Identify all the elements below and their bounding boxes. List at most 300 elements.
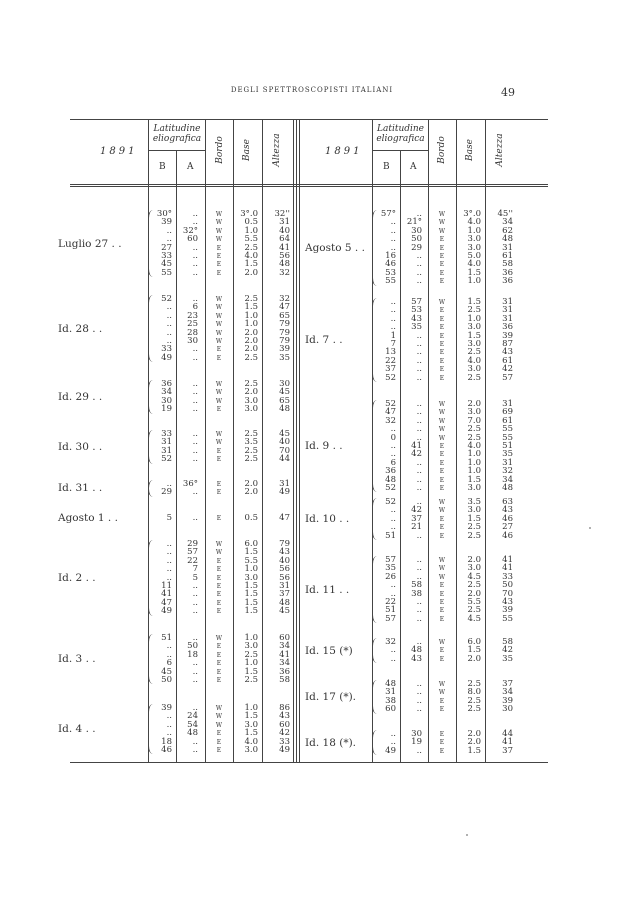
altezza-cell: 31 bbox=[279, 581, 290, 591]
bordo-cell: W bbox=[215, 549, 223, 557]
bordo-cell: E bbox=[439, 599, 445, 606]
altezza-cell: 55 bbox=[502, 432, 513, 443]
altezza-cell: 57 bbox=[502, 372, 513, 383]
bordo-cell: E bbox=[216, 574, 222, 582]
altezza-cell: 40 bbox=[279, 225, 290, 236]
year-header: 1891 bbox=[325, 146, 363, 157]
bordo-cell: W bbox=[438, 219, 446, 227]
altezza-cell: 62 bbox=[502, 225, 513, 236]
bordo-cell: E bbox=[439, 315, 445, 323]
latitude-a-cell: .. bbox=[416, 695, 422, 706]
bordo-cell: W bbox=[438, 299, 446, 306]
latitude-b-cell: .. bbox=[166, 479, 172, 489]
latitude-a-cell: .. bbox=[416, 251, 422, 261]
altezza-cell: 47 bbox=[279, 302, 290, 313]
altezza-cell: 51 bbox=[502, 441, 513, 451]
latitude-b-cell: .. bbox=[390, 297, 396, 307]
bordo-cell: E bbox=[216, 747, 222, 754]
altezza-cell: 39 bbox=[279, 344, 290, 355]
latitude-a-cell: .. bbox=[192, 589, 198, 600]
altezza-cell: 31 bbox=[279, 479, 290, 489]
base-cell: 1.5 bbox=[467, 745, 481, 756]
bordo-cell: E bbox=[439, 731, 445, 738]
base-cell: 2.5 bbox=[467, 679, 481, 689]
base-cell: 0.5 bbox=[244, 217, 258, 228]
latitude-b-cell: 47 bbox=[385, 407, 396, 418]
base-cell: 1.5 bbox=[244, 728, 258, 739]
latitude-a-cell: .. bbox=[192, 259, 198, 270]
altezza-header: Altezza bbox=[495, 133, 505, 167]
base-cell: 7.0 bbox=[467, 415, 481, 426]
bordo-cell: E bbox=[216, 489, 222, 497]
bordo-cell: E bbox=[439, 697, 445, 705]
base-cell: 5.5 bbox=[244, 234, 258, 245]
bordo-cell: E bbox=[216, 261, 222, 269]
latitude-a-cell: .. bbox=[416, 276, 422, 287]
latitude-b-cell: 41 bbox=[161, 589, 172, 600]
latitude-a-cell: 29 bbox=[187, 539, 198, 549]
latitude-b-cell: .. bbox=[390, 729, 396, 739]
latitude-b-cell: .. bbox=[390, 653, 396, 664]
altezza-cell: 30 bbox=[502, 704, 513, 715]
bordo-cell: W bbox=[438, 689, 446, 697]
latitude-a-cell: 60 bbox=[187, 234, 198, 245]
latitude-b-cell: 11 bbox=[161, 581, 172, 591]
base-cell: 2.5 bbox=[467, 424, 481, 435]
altezza-cell: 43 bbox=[502, 505, 513, 516]
altezza-cell: 48 bbox=[279, 259, 290, 270]
base-cell: 1.5 bbox=[467, 645, 481, 656]
latitude-b-cell: .. bbox=[390, 242, 396, 253]
bordo-cell: W bbox=[215, 397, 223, 405]
altezza-cell: 47 bbox=[279, 513, 290, 523]
latitude-a-cell: .. bbox=[416, 745, 422, 756]
base-cell: 1.5 bbox=[244, 302, 258, 313]
latitude-a-cell: .. bbox=[416, 605, 422, 616]
bordo-cell: E bbox=[216, 456, 222, 464]
latitude-a-cell: .. bbox=[416, 704, 422, 715]
altezza-cell: 79 bbox=[279, 336, 290, 346]
bordo-cell: E bbox=[216, 515, 222, 522]
latitude-a-cell: 37 bbox=[411, 513, 422, 524]
base-cell: 2.5 bbox=[467, 530, 481, 541]
latitude-b-cell: 33 bbox=[161, 344, 172, 355]
base-cell: 4.0 bbox=[467, 217, 481, 228]
latitude-b-cell: .. bbox=[166, 336, 172, 346]
latitude-a-cell: .. bbox=[416, 407, 422, 418]
altezza-cell: 40 bbox=[279, 555, 290, 566]
latitude-a-cell: 5 bbox=[192, 572, 198, 583]
base-cell: 2.5 bbox=[467, 695, 481, 706]
latitude-a-cell: 29 bbox=[411, 242, 422, 253]
latitude-b-cell: .. bbox=[166, 234, 172, 245]
latitude-a-cell: .. bbox=[192, 454, 198, 465]
latitude-a-cell: .. bbox=[192, 513, 198, 523]
base-cell: 1.0 bbox=[467, 225, 481, 236]
latitude-a-cell: .. bbox=[416, 613, 422, 624]
latitude-a-cell: 6 bbox=[192, 302, 198, 313]
bordo-cell: W bbox=[215, 381, 223, 388]
latitude-a-cell: 28 bbox=[187, 327, 198, 338]
latitude-a-cell: .. bbox=[192, 267, 198, 278]
base-cell: 2.0 bbox=[244, 387, 258, 398]
base-cell: 2.5 bbox=[467, 305, 481, 316]
base-cell: 2.0 bbox=[467, 588, 481, 599]
latitude-a-cell: .. bbox=[416, 399, 422, 409]
base-cell: 4.0 bbox=[244, 251, 258, 261]
altezza-cell: 86 bbox=[279, 703, 290, 713]
bordo-cell: E bbox=[439, 655, 445, 663]
latitude-a-cell: .. bbox=[416, 355, 422, 366]
altezza-cell: 46 bbox=[502, 530, 513, 541]
bordo-cell: E bbox=[439, 615, 445, 623]
base-cell: 4.0 bbox=[244, 736, 258, 747]
latitude-b-cell: 33 bbox=[161, 251, 172, 261]
latitude-b-cell: 37 bbox=[385, 364, 396, 375]
altezza-cell: 60 bbox=[279, 633, 290, 643]
latitude-a-cell: .. bbox=[416, 474, 422, 485]
bordo-cell: E bbox=[439, 357, 445, 365]
base-cell: 2.5 bbox=[467, 704, 481, 715]
base-cell: 3.0 bbox=[244, 641, 258, 652]
column-a-header: A bbox=[410, 162, 417, 172]
altezza-cell: 61 bbox=[502, 251, 513, 261]
latitude-b-cell: .. bbox=[390, 580, 396, 591]
latitude-a-cell: .. bbox=[192, 597, 198, 608]
bordo-cell: E bbox=[439, 590, 445, 598]
base-cell: 1.5 bbox=[467, 330, 481, 341]
bordo-cell: E bbox=[216, 651, 222, 659]
altezza-cell: 49 bbox=[279, 745, 290, 755]
date-label: Luglio 27 . . bbox=[58, 237, 122, 250]
latitude-b-cell: 57 bbox=[385, 613, 396, 624]
latitude-a-cell: .. bbox=[192, 606, 198, 617]
latitude-header: Latitudine eliografica bbox=[152, 124, 202, 144]
latitude-b-cell: 1 bbox=[390, 330, 396, 341]
latitude-a-cell: 32° bbox=[182, 225, 198, 236]
altezza-cell: 42 bbox=[502, 645, 513, 656]
altezza-cell: 50 bbox=[502, 580, 513, 591]
latitude-a-cell: .. bbox=[192, 251, 198, 261]
altezza-cell: 31 bbox=[502, 297, 513, 307]
altezza-cell: 58 bbox=[502, 259, 513, 270]
bordo-cell: W bbox=[438, 499, 446, 506]
latitude-a-cell: 50 bbox=[187, 641, 198, 652]
base-cell: 1.5 bbox=[244, 711, 258, 722]
latitude-a-cell: 21 bbox=[411, 522, 422, 533]
altezza-cell: 45 bbox=[279, 387, 290, 398]
altezza-cell: 49 bbox=[279, 487, 290, 498]
altezza-cell: 35 bbox=[279, 352, 290, 363]
bordo-cell: E bbox=[439, 244, 445, 252]
date-label: Id. 2 . . bbox=[58, 571, 96, 584]
altezza-cell: 37 bbox=[279, 589, 290, 600]
latitude-a-cell: .. bbox=[416, 364, 422, 375]
latitude-a-cell: 22 bbox=[187, 555, 198, 566]
base-cell: 2.5 bbox=[244, 454, 258, 465]
latitude-b-cell: .. bbox=[390, 645, 396, 656]
altezza-cell: 33 bbox=[502, 571, 513, 582]
bordo-cell: E bbox=[439, 374, 445, 382]
base-cell: 1.0 bbox=[244, 564, 258, 575]
altezza-cell: 46 bbox=[502, 513, 513, 524]
bordo-cell: W bbox=[215, 541, 223, 548]
altezza-cell: 70 bbox=[502, 588, 513, 599]
latitude-b-cell: .. bbox=[166, 719, 172, 730]
latitude-a-cell: 7 bbox=[192, 564, 198, 575]
latitude-b-cell: 49 bbox=[161, 606, 172, 617]
bordo-cell: E bbox=[216, 608, 222, 616]
base-cell: 1.0 bbox=[467, 449, 481, 460]
latitude-b-cell: 19 bbox=[161, 404, 172, 415]
latitude-a-cell: 42 bbox=[411, 505, 422, 516]
base-cell: 1.5 bbox=[244, 547, 258, 558]
latitude-b-cell: .. bbox=[166, 225, 172, 236]
base-cell: 3.0 bbox=[467, 483, 481, 493]
date-label: Id. 11 . . bbox=[305, 583, 350, 596]
latitude-b-cell: 33 bbox=[161, 429, 172, 439]
bordo-cell: E bbox=[439, 366, 445, 374]
base-cell: 3.0 bbox=[467, 322, 481, 333]
altezza-cell: 87 bbox=[502, 339, 513, 349]
bordo-cell: E bbox=[439, 253, 445, 260]
latitude-a-cell: .. bbox=[416, 347, 422, 358]
date-label: Agosto 5 . . bbox=[305, 241, 365, 254]
latitude-a-cell: 19 bbox=[411, 737, 422, 748]
altezza-cell: 30 bbox=[279, 379, 290, 389]
bordo-cell: E bbox=[216, 354, 222, 362]
bordo-cell: E bbox=[216, 244, 222, 252]
bordo-cell: W bbox=[438, 573, 446, 581]
bordo-cell: E bbox=[439, 485, 445, 492]
base-cell: 2.0 bbox=[467, 555, 481, 565]
altezza-cell: 39 bbox=[502, 330, 513, 341]
latitude-a-cell: 48 bbox=[187, 728, 198, 739]
latitude-b-cell: .. bbox=[390, 505, 396, 516]
base-cell: 2.0 bbox=[244, 336, 258, 346]
base-header: Base bbox=[465, 139, 475, 161]
latitude-a-cell: 23 bbox=[187, 310, 198, 321]
base-cell: 1.0 bbox=[244, 633, 258, 643]
altezza-cell: 39 bbox=[502, 605, 513, 616]
date-label: Id. 3 . . bbox=[58, 653, 96, 666]
altezza-cell: 35 bbox=[502, 449, 513, 460]
altezza-cell: 56 bbox=[279, 251, 290, 261]
bordo-cell: E bbox=[439, 706, 445, 714]
latitude-a-cell: 43 bbox=[411, 313, 422, 324]
base-cell: 1.5 bbox=[244, 259, 258, 270]
latitude-b-cell: 55 bbox=[161, 267, 172, 278]
print-speck bbox=[589, 527, 591, 529]
base-cell: 2.5 bbox=[467, 522, 481, 533]
date-label: Id. 10 . . bbox=[305, 513, 350, 525]
latitude-b-cell: .. bbox=[166, 572, 172, 583]
altezza-cell: 69 bbox=[502, 407, 513, 418]
latitude-a-cell: 21° bbox=[406, 217, 422, 228]
base-cell: 2.5 bbox=[244, 445, 258, 456]
latitude-b-cell: .. bbox=[166, 539, 172, 549]
latitude-a-cell: 48 bbox=[411, 645, 422, 656]
latitude-a-cell: 43 bbox=[411, 653, 422, 664]
base-cell: 3.0 bbox=[467, 339, 481, 349]
latitude-b-cell: 50 bbox=[161, 675, 172, 685]
bordo-cell: E bbox=[216, 738, 222, 746]
altezza-cell: 31 bbox=[502, 313, 513, 324]
bordo-cell: E bbox=[439, 269, 445, 277]
latitude-b-cell: 31 bbox=[161, 437, 172, 448]
bordo-cell: E bbox=[439, 324, 445, 332]
latitude-b-cell: 30 bbox=[161, 395, 172, 406]
latitude-b-cell: .. bbox=[390, 513, 396, 524]
latitude-b-cell: 45 bbox=[161, 666, 172, 677]
altezza-cell: 45'' bbox=[497, 209, 513, 219]
latitude-a-cell: 30 bbox=[411, 729, 422, 739]
bordo-cell: E bbox=[216, 406, 222, 414]
latitude-a-cell: .. bbox=[192, 429, 198, 439]
bordo-cell: E bbox=[439, 607, 445, 615]
altezza-cell: 41 bbox=[279, 649, 290, 660]
altezza-cell: 31 bbox=[502, 399, 513, 409]
altezza-cell: 32'' bbox=[274, 209, 290, 219]
base-cell: 1.5 bbox=[244, 589, 258, 600]
base-cell: 5.5 bbox=[244, 555, 258, 566]
latitude-a-cell: 36° bbox=[182, 479, 198, 489]
base-cell: 2.0 bbox=[244, 479, 258, 489]
latitude-b-cell: .. bbox=[166, 564, 172, 575]
latitude-a-cell: .. bbox=[192, 703, 198, 713]
bordo-cell: W bbox=[215, 219, 223, 227]
bordo-cell: E bbox=[439, 341, 445, 348]
base-cell: 4.5 bbox=[467, 571, 481, 582]
latitude-a-cell: .. bbox=[416, 563, 422, 574]
altezza-cell: 64 bbox=[279, 234, 290, 245]
latitude-b-cell: 5 bbox=[166, 513, 172, 523]
latitude-a-cell: 30 bbox=[411, 225, 422, 236]
bordo-cell: E bbox=[216, 253, 222, 260]
latitude-a-cell: .. bbox=[192, 352, 198, 363]
bordo-cell: E bbox=[439, 459, 445, 467]
altezza-cell: 79 bbox=[279, 327, 290, 338]
latitude-b-cell: .. bbox=[166, 327, 172, 338]
latitude-a-cell: .. bbox=[416, 597, 422, 607]
altezza-cell: 32 bbox=[502, 466, 513, 477]
latitude-b-cell: 31 bbox=[161, 445, 172, 456]
base-cell: 1.5 bbox=[467, 513, 481, 524]
bordo-cell: W bbox=[215, 721, 223, 729]
latitude-b-cell: 0 bbox=[390, 432, 396, 443]
bordo-cell: W bbox=[438, 557, 446, 564]
base-cell: 2.0 bbox=[244, 487, 258, 498]
altezza-cell: 31 bbox=[502, 457, 513, 468]
latitude-b-cell: 31 bbox=[385, 687, 396, 698]
bordo-cell: E bbox=[216, 481, 222, 488]
altezza-header: Altezza bbox=[272, 133, 282, 167]
latitude-b-cell: 47 bbox=[161, 597, 172, 608]
latitude-b-cell: .. bbox=[390, 217, 396, 228]
bordo-cell: E bbox=[439, 647, 445, 655]
altezza-cell: 31 bbox=[502, 242, 513, 253]
altezza-cell: 58 bbox=[502, 637, 513, 647]
base-cell: 3.5 bbox=[244, 437, 258, 448]
latitude-a-cell: .. bbox=[416, 457, 422, 468]
latitude-b-cell: 32 bbox=[385, 637, 396, 647]
base-cell: 3.0 bbox=[244, 745, 258, 755]
date-label: Id. 17 (*). bbox=[305, 690, 357, 703]
latitude-b-cell: 29 bbox=[161, 487, 172, 498]
base-cell: 1.0 bbox=[244, 703, 258, 713]
altezza-cell: 61 bbox=[502, 355, 513, 366]
latitude-a-cell: .. bbox=[416, 424, 422, 435]
latitude-b-cell: 18 bbox=[161, 736, 172, 747]
base-cell: 2.5 bbox=[244, 294, 258, 304]
latitude-a-cell: .. bbox=[416, 432, 422, 443]
base-cell: 2.0 bbox=[467, 653, 481, 664]
altezza-cell: 41 bbox=[502, 555, 513, 565]
bordo-cell: W bbox=[215, 431, 223, 438]
base-cell: 3.0 bbox=[467, 563, 481, 574]
base-cell: 2.5 bbox=[244, 379, 258, 389]
latitude-b-cell: 57° bbox=[380, 209, 396, 219]
base-cell: 2.5 bbox=[244, 242, 258, 253]
bordo-cell: E bbox=[216, 269, 222, 277]
latitude-b-cell: 36 bbox=[385, 466, 396, 477]
altezza-cell: 34 bbox=[502, 687, 513, 698]
latitude-b-cell: .. bbox=[166, 302, 172, 313]
base-cell: 3.0 bbox=[244, 404, 258, 415]
latitude-b-cell: 53 bbox=[385, 267, 396, 278]
latitude-b-cell: 48 bbox=[385, 474, 396, 485]
bordo-cell: E bbox=[216, 566, 222, 574]
altezza-cell: 41 bbox=[502, 737, 513, 748]
base-cell: 3.0 bbox=[467, 407, 481, 418]
base-cell: 1.0 bbox=[244, 658, 258, 669]
bordo-cell: W bbox=[438, 639, 446, 646]
latitude-a-cell: 54 bbox=[187, 719, 198, 730]
base-cell: 3.0 bbox=[467, 364, 481, 375]
latitude-a-cell: .. bbox=[192, 395, 198, 406]
latitude-b-cell: 7 bbox=[390, 339, 396, 349]
base-header: Base bbox=[242, 139, 252, 161]
latitude-b-cell: .. bbox=[166, 310, 172, 321]
base-cell: 3.5 bbox=[467, 497, 481, 507]
altezza-cell: 48 bbox=[279, 404, 290, 415]
latitude-b-cell: 13 bbox=[385, 347, 396, 358]
latitude-a-cell: .. bbox=[192, 675, 198, 685]
altezza-cell: 55 bbox=[502, 613, 513, 624]
latitude-b-cell: .. bbox=[166, 641, 172, 652]
date-label: Id. 28 . . bbox=[58, 322, 103, 335]
latitude-b-cell: .. bbox=[166, 649, 172, 660]
bordo-cell: W bbox=[215, 236, 223, 244]
latitude-a-cell: .. bbox=[192, 437, 198, 448]
latitude-a-cell: 42 bbox=[411, 449, 422, 460]
bordo-cell: W bbox=[215, 635, 223, 642]
latitude-a-cell: 57 bbox=[187, 547, 198, 558]
altezza-cell: 45 bbox=[279, 429, 290, 439]
latitude-a-cell: .. bbox=[416, 530, 422, 541]
bordo-cell: E bbox=[439, 515, 445, 523]
base-cell: 2.5 bbox=[467, 372, 481, 383]
latitude-b-cell: 32 bbox=[385, 415, 396, 426]
latitude-b-cell: 52 bbox=[385, 399, 396, 409]
bordo-cell: E bbox=[439, 524, 445, 532]
bordo-header: Bordo bbox=[215, 136, 225, 164]
base-cell: 1.0 bbox=[467, 313, 481, 324]
bordo-cell: W bbox=[215, 713, 223, 721]
base-cell: 1.0 bbox=[244, 319, 258, 330]
altezza-cell: 55 bbox=[502, 424, 513, 435]
latitude-a-cell: .. bbox=[192, 404, 198, 415]
